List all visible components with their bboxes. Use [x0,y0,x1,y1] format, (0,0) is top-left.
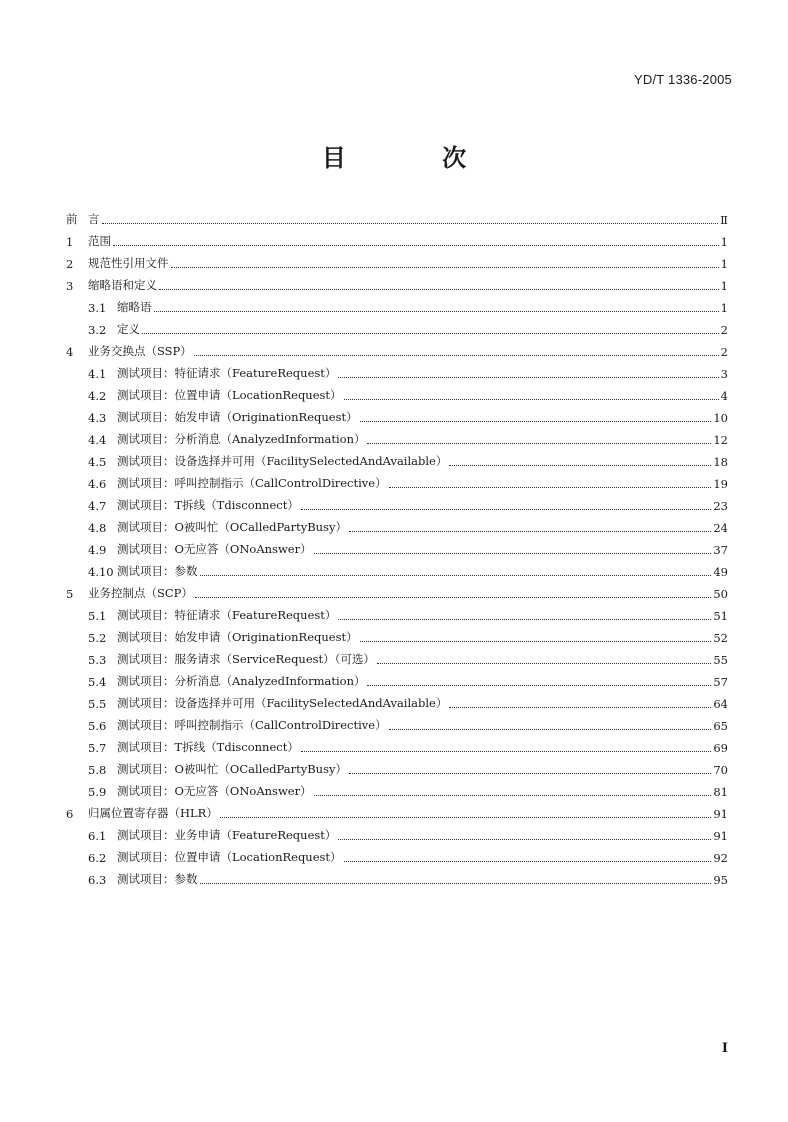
toc-entry-page: 91 [713,829,728,843]
toc-entry-title: 测试项目：始发申请（OriginationRequest） [117,630,358,644]
toc-entry-title: 测试项目：O被叫忙（OCalledPartyBusy） [117,520,347,534]
toc-leader-dots [142,332,719,334]
toc-entry[interactable] [66,557,728,579]
toc-entry-title: 归属位置寄存器（HLR） [88,806,218,820]
toc-entry[interactable] [66,249,728,271]
toc-entry-number: 5.4 [88,675,107,689]
toc-leader-dots [200,882,712,884]
toc-entry-title: 测试项目：设备选择并可用（FacilitySelectedAndAvailable） [117,454,448,468]
toc-entry-number: 2 [66,257,74,271]
toc-leader-dots [344,398,719,400]
toc-entry-page: 2 [720,323,728,337]
toc-entry-page: 52 [713,631,728,645]
toc-entry-page: 92 [713,851,728,865]
toc-entry-number: 5 [66,587,74,601]
toc-entry-title: 测试项目：T拆线（Tdisconnect） [117,740,299,754]
toc-entry-page: 18 [713,455,728,469]
toc-entry-number: 1 [66,235,74,249]
toc-entry-number: 5.7 [88,741,107,755]
toc-leader-dots [360,640,712,642]
toc-entry-number: 5.2 [88,631,107,645]
toc-entry-page: 1 [720,257,728,271]
toc-leader-dots [389,486,712,488]
toc-leader-dots [360,420,712,422]
toc-entry[interactable] [66,601,728,623]
toc-entry[interactable] [66,359,728,381]
toc-entry-number: 5.8 [88,763,107,777]
toc-entry-page: 91 [713,807,728,821]
toc-entry-title: 测试项目：服务请求（ServiceRequest）（可选） [117,652,375,666]
toc-entry-number: 3.1 [88,301,107,315]
toc-entry-title: 言 [88,212,100,226]
toc-entry-page: 4 [720,389,728,403]
toc-leader-dots [367,684,711,686]
toc-entry[interactable] [66,293,728,315]
toc-entry-title: 测试项目：T拆线（Tdisconnect） [117,498,299,512]
toc-entry-title: 测试项目：参数 [117,872,198,886]
toc-entry-title: 缩略语 [117,300,152,314]
toc-entry-title: 测试项目：位置申请（LocationRequest） [117,388,342,402]
toc-entry-page: 2 [720,345,728,359]
page-number: I [721,1041,728,1056]
toc-entry-page: 24 [713,521,728,535]
toc-entry-title: 测试项目：呼叫控制指示（CallControlDirective） [117,476,387,490]
toc-entry-page: 1 [720,235,728,249]
toc-entry[interactable] [66,865,728,887]
toc-leader-dots [102,222,719,224]
document-code: YD/T 1336-2005 [634,72,732,87]
toc-entry-number: 5.5 [88,697,107,711]
toc-entry[interactable] [66,777,728,799]
toc-leader-dots [171,266,719,268]
toc-entry[interactable] [66,205,728,227]
toc-entry[interactable] [66,447,728,469]
toc-entry-number: 4.6 [88,477,107,491]
toc-entry[interactable] [66,623,728,645]
toc-leader-dots [338,838,711,840]
toc-entry[interactable] [66,513,728,535]
toc-entry-title: 测试项目：特征请求（FeatureRequest） [117,366,337,380]
toc-entry-title: 业务控制点（SCP） [88,586,193,600]
toc-entry[interactable] [66,711,728,733]
toc-leader-dots [194,354,719,356]
toc-entry-number: 4.7 [88,499,107,513]
toc-leader-dots [314,794,712,796]
toc-entry-number: 3 [66,279,74,293]
toc-entry-number: 4.3 [88,411,107,425]
toc-entry[interactable] [66,315,728,337]
toc-leader-dots [301,750,712,752]
toc-entry-title: 测试项目：位置申请（LocationRequest） [117,850,342,864]
toc-leader-dots [314,552,712,554]
toc-entry[interactable] [66,535,728,557]
toc-leader-dots [154,310,719,312]
toc-entry[interactable] [66,843,728,865]
toc-entry-title: 业务交换点（SSP） [88,344,192,358]
toc-entry-number: 3.2 [88,323,107,337]
toc-entry-page: 12 [713,433,728,447]
toc-entry-number: 4.10 [88,565,114,579]
toc-entry[interactable] [66,491,728,513]
toc-entry-title: 测试项目：O被叫忙（OCalledPartyBusy） [117,762,347,776]
toc-entry-page: 64 [713,697,728,711]
toc-entry[interactable] [66,733,728,755]
toc-entry-page: 57 [713,675,728,689]
toc-entry-page: 10 [713,411,728,425]
toc-entry-page: 65 [713,719,728,733]
toc-entry-title: 范围 [88,234,111,248]
toc-entry-title: 测试项目：O无应答（ONoAnswer） [117,784,312,798]
toc-entry[interactable] [66,403,728,425]
toc-leader-dots [220,816,712,818]
toc-leader-dots [389,728,712,730]
toc-entry-number: 4.9 [88,543,107,557]
toc-entry-number: 6 [66,807,74,821]
toc-entry-page: 70 [713,763,728,777]
toc-entry-title: 测试项目：设备选择并可用（FacilitySelectedAndAvailable） [117,696,448,710]
toc-entry-page: 95 [713,873,728,887]
toc-leader-dots [344,860,712,862]
toc-entry-number: 4.2 [88,389,107,403]
toc-leader-dots [301,508,712,510]
toc-entry-number: 6.3 [88,873,107,887]
toc-entry-number: 4.4 [88,433,107,447]
toc-leader-dots [449,464,711,466]
toc-entry-page: 51 [713,609,728,623]
toc-entry-title: 测试项目：特征请求（FeatureRequest） [117,608,337,622]
table-of-contents [66,205,728,887]
toc-entry-page: 23 [713,499,728,513]
toc-entry-page: 50 [713,587,728,601]
toc-leader-dots [159,288,719,290]
toc-entry[interactable] [66,381,728,403]
toc-entry-page: 55 [713,653,728,667]
toc-entry[interactable] [66,799,728,821]
toc-entry[interactable] [66,755,728,777]
page-title: 目 次 [321,144,511,172]
toc-entry-page: 19 [713,477,728,491]
toc-entry-number: 4.8 [88,521,107,535]
toc-entry-title: 测试项目：呼叫控制指示（CallControlDirective） [117,718,387,732]
toc-entry-title: 测试项目：O无应答（ONoAnswer） [117,542,312,556]
toc-entry-number: 5.3 [88,653,107,667]
toc-entry-page: 1 [720,301,728,315]
toc-entry-page: 37 [713,543,728,557]
toc-entry[interactable] [66,579,728,601]
toc-entry-number: 前 [66,212,78,226]
toc-entry-page: 1 [720,279,728,293]
toc-entry-page: 49 [713,565,728,579]
toc-entry-number: 5.9 [88,785,107,799]
toc-entry-title: 测试项目：业务申请（FeatureRequest） [117,828,337,842]
toc-entry[interactable] [66,271,728,293]
toc-entry-page: 3 [720,367,728,381]
toc-entry[interactable] [66,667,728,689]
toc-entry-number: 4.5 [88,455,107,469]
toc-entry-title: 测试项目：参数 [117,564,198,578]
toc-entry-page: 81 [713,785,728,799]
toc-leader-dots [367,442,711,444]
toc-entry-title: 测试项目：分析消息（AnalyzedInformation） [117,674,366,688]
toc-entry[interactable] [66,227,728,249]
toc-entry[interactable] [66,821,728,843]
toc-entry[interactable] [66,469,728,491]
toc-entry-number: 4 [66,345,74,359]
toc-entry[interactable] [66,425,728,447]
toc-leader-dots [349,530,711,532]
toc-leader-dots [200,574,712,576]
toc-entry-number: 4.1 [88,367,107,381]
toc-leader-dots [377,662,711,664]
toc-entry[interactable] [66,689,728,711]
toc-leader-dots [195,596,711,598]
toc-entry[interactable] [66,337,728,359]
toc-entry-number: 6.1 [88,829,107,843]
toc-entry-number: 6.2 [88,851,107,865]
toc-entry-title: 规范性引用文件 [88,256,169,270]
toc-entry-title: 缩略语和定义 [88,278,157,292]
toc-entry-title: 测试项目：分析消息（AnalyzedInformation） [117,432,366,446]
toc-entry[interactable] [66,645,728,667]
toc-entry-title: 定义 [117,322,140,336]
toc-entry-number: 5.6 [88,719,107,733]
toc-leader-dots [449,706,711,708]
toc-entry-page: 69 [713,741,728,755]
toc-entry-page: Ⅱ [720,213,728,227]
toc-entry-title: 测试项目：始发申请（OriginationRequest） [117,410,358,424]
toc-leader-dots [338,618,711,620]
toc-leader-dots [338,376,718,378]
toc-leader-dots [349,772,711,774]
toc-entry-number: 5.1 [88,609,107,623]
toc-leader-dots [113,244,719,246]
